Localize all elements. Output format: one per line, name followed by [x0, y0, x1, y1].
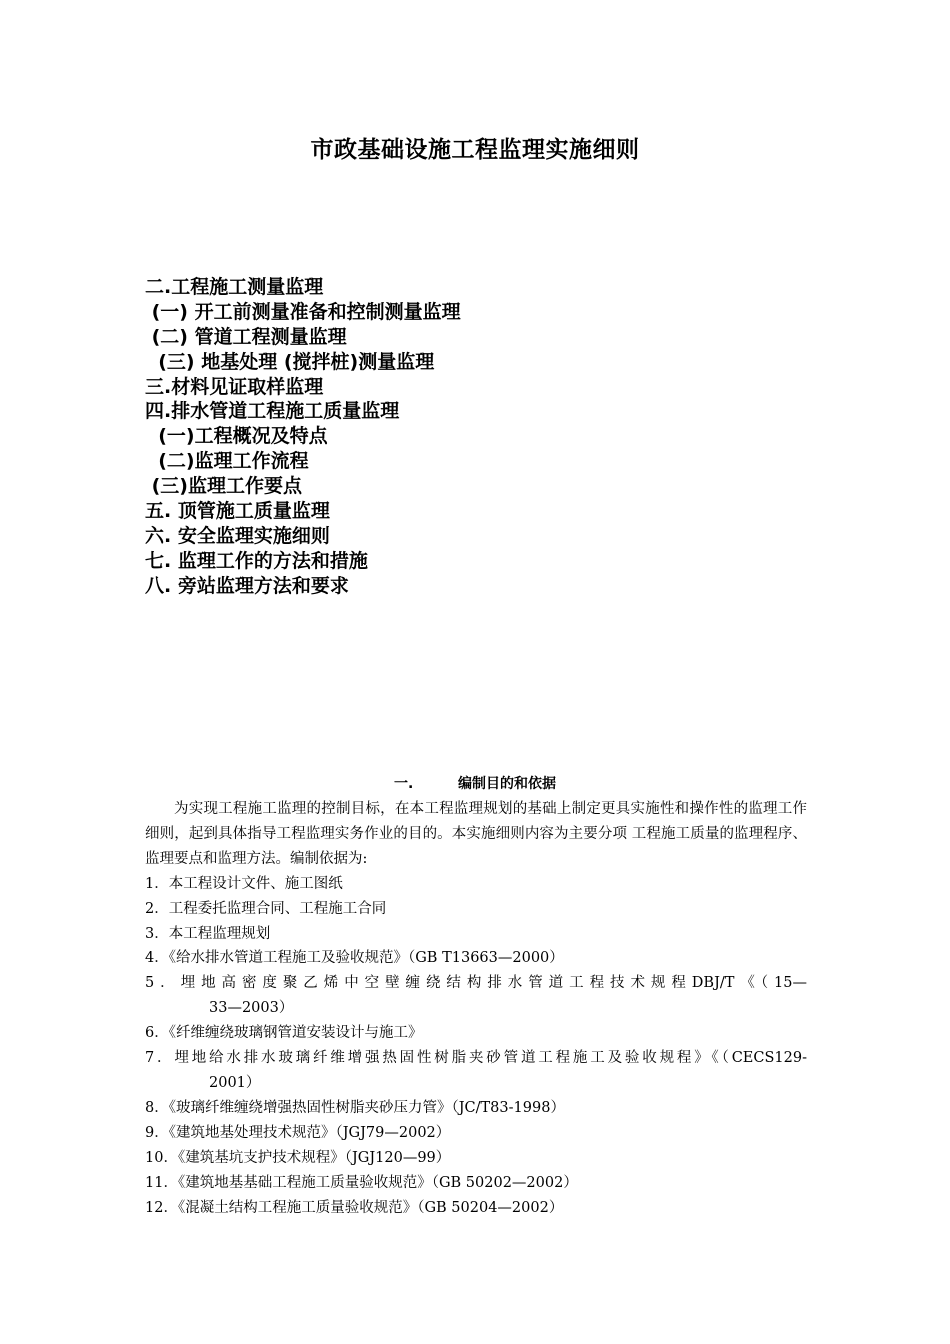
toc-item: 五. 顶管施工质量监理	[145, 500, 330, 523]
table-of-contents	[145, 275, 825, 599]
reference-item: 5．埋地高密度聚乙烯中空壁缠绕结构排水管道工程技术规程DBJ/T《（15—	[145, 975, 807, 992]
toc-item: 三.材料见证取样监理	[145, 375, 324, 398]
reference-item: 3．本工程监理规划	[145, 925, 271, 942]
reference-item: 11．《建筑地基基础工程施工质量验收规范》（GB 50202—2002）	[145, 1174, 578, 1191]
toc-item: (三) 地基处理 (搅拌桩)测量监理	[145, 350, 435, 373]
reference-item: 9．《建筑地基处理技术规范》（JGJ79—2002）	[145, 1124, 451, 1141]
intro-paragraph: 为实现工程施工监理的控制目标，在本工程监理规划的基础上制定更具实施性和操作性的监理工作细则，起到具体指导工程监理实务作业的目的。本实施细则内容为主要分项 工程施工质量的监理程序、监理要点和监理方法。编制依据为:	[145, 801, 807, 867]
reference-item: 4．《给水排水管道工程施工及验收规范》（GB T13663—2000）	[145, 950, 564, 967]
section-body	[145, 797, 807, 1220]
toc-item: 四.排水管道工程施工质量监理	[145, 400, 400, 423]
reference-item-continuation: 2001）	[209, 1074, 261, 1091]
reference-item: 7．埋地给水排水玻璃纤维增强热固性树脂夹砂管道工程施工及验收规程》《（CECS129-	[145, 1050, 807, 1067]
section-number: 一.	[394, 776, 414, 792]
toc-item: 六. 安全监理实施细则	[145, 524, 330, 547]
reference-item: 1．本工程设计文件、施工图纸	[145, 875, 343, 892]
toc-item: 七. 监理工作的方法和措施	[145, 549, 368, 572]
reference-item: 12．《混凝土结构工程施工质量验收规范》（GB 50204—2002）	[145, 1199, 564, 1216]
reference-item: 6．《纤维缠绕玻璃钢管道安装设计与施工》	[145, 1025, 423, 1042]
toc-item: (三)监理工作要点	[145, 475, 302, 498]
toc-item: (一) 开工前测量准备和控制测量监理	[145, 300, 461, 323]
toc-item: 八. 旁站监理方法和要求	[145, 574, 349, 597]
reference-item-continuation: 33—2003）	[209, 1000, 294, 1017]
reference-item: 10．《建筑基坑支护技术规程》（JGJ120—99）	[145, 1149, 451, 1166]
section-title: 编制目的和依据	[458, 776, 556, 792]
reference-item: 2．工程委托监理合同、工程施工合同	[145, 900, 387, 917]
document-title: 市政基础设施工程监理实施细则	[310, 136, 640, 163]
toc-item: (二)监理工作流程	[145, 450, 309, 473]
toc-item: 二.工程施工测量监理	[145, 276, 324, 298]
reference-item: 8．《玻璃纤维缠绕增强热固性树脂夹砂压力管》（JC/T83-1998）	[145, 1099, 565, 1116]
toc-item: (一)工程概况及特点	[145, 425, 328, 448]
section-heading	[0, 774, 950, 794]
toc-item: (二) 管道工程测量监理	[145, 325, 347, 348]
